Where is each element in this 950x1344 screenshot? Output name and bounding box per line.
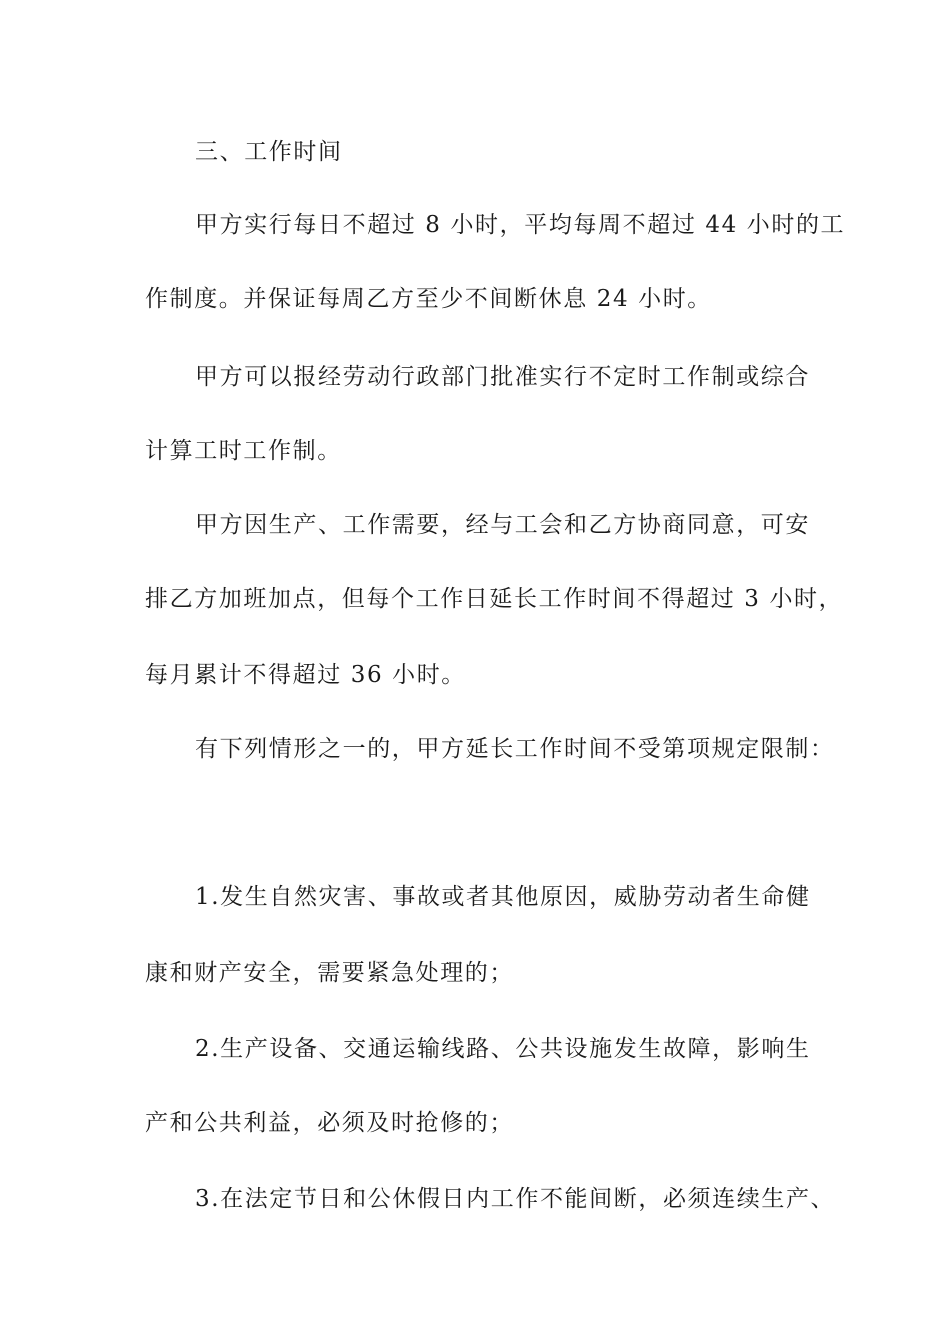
- paragraph-line: 甲方可以报经劳动行政部门批准实行不定时工作制或综合: [195, 364, 810, 390]
- paragraph-line: 作制度。并保证每周乙方至少不间断休息 24 小时。: [145, 286, 712, 312]
- paragraph-line: 甲方因生产、工作需要，经与工会和乙方协商同意，可安: [195, 512, 810, 538]
- section-heading: 三、工作时间: [195, 139, 343, 165]
- list-item-line: 产和公共利益，必须及时抢修的；: [145, 1110, 514, 1136]
- paragraph-line: 甲方实行每日不超过 8 小时，平均每周不超过 44 小时的工: [195, 212, 846, 238]
- paragraph-line: 每月累计不得超过 36 小时。: [145, 662, 466, 688]
- paragraph-line: 有下列情形之一的，甲方延长工作时间不受第项规定限制：: [195, 736, 835, 762]
- list-item-line: 康和财产安全，需要紧急处理的；: [145, 960, 514, 986]
- paragraph-line: 计算工时工作制。: [145, 438, 342, 464]
- paragraph-line: 排乙方加班加点，但每个工作日延长工作时间不得超过 3 小时，: [145, 586, 844, 612]
- list-item-line: 2.生产设备、交通运输线路、公共设施发生故障，影响生: [195, 1036, 811, 1062]
- list-item-line: 1.发生自然灾害、事故或者其他原因，威胁劳动者生命健: [195, 884, 811, 910]
- list-item-line: 3.在法定节日和公休假日内工作不能间断，必须连续生产、: [195, 1186, 836, 1212]
